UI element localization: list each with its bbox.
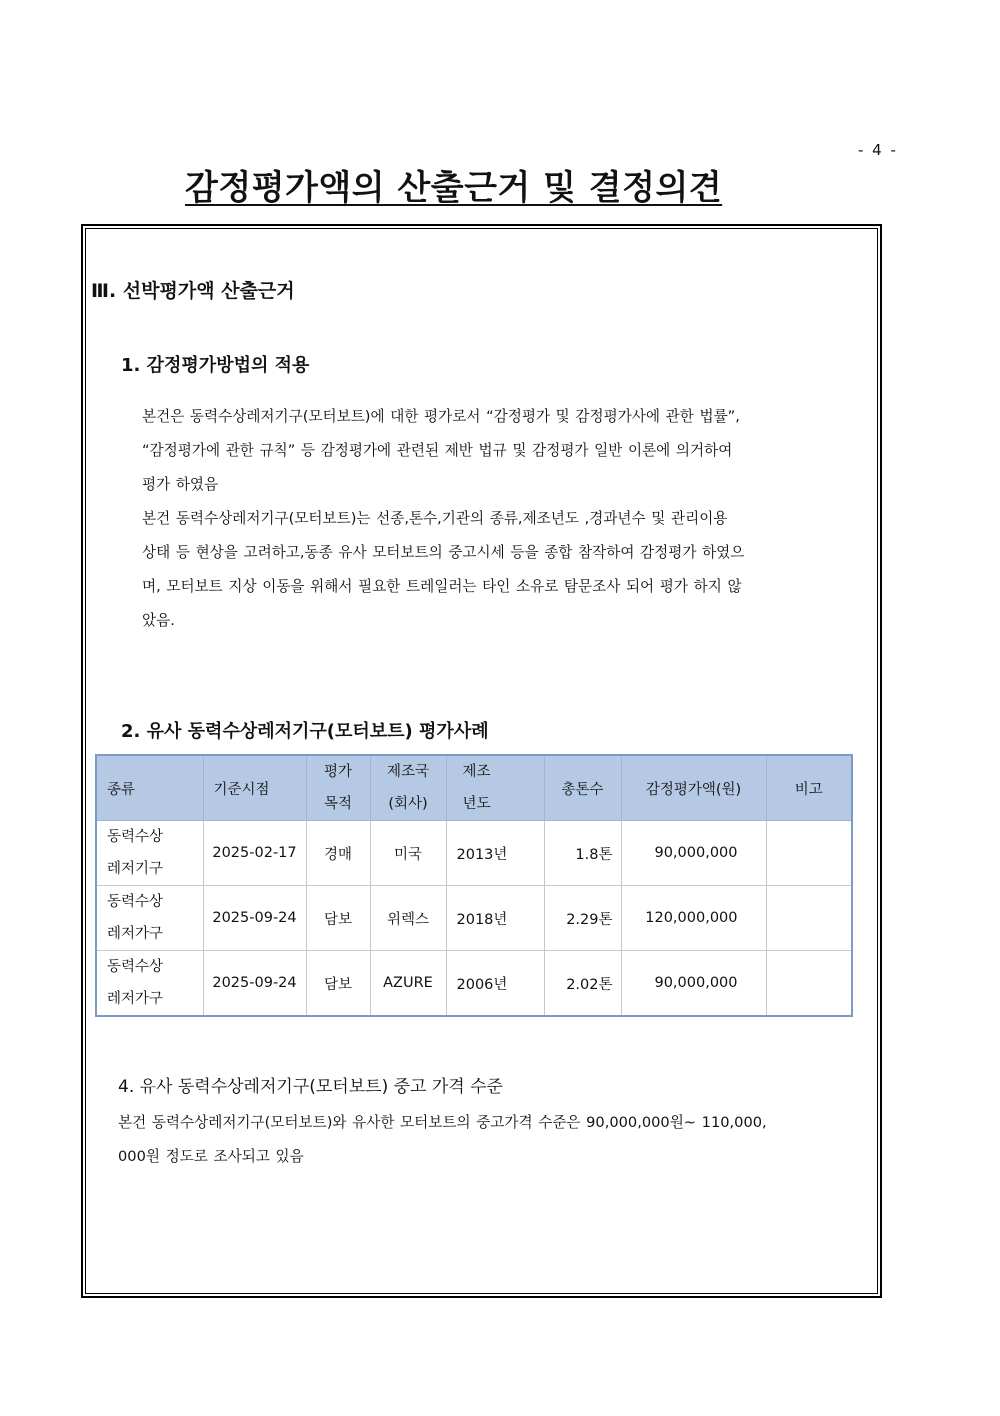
cell-maker: AZURE xyxy=(370,951,446,1017)
cell-value: 90,000,000 xyxy=(621,951,766,1017)
cell-type: 동력수상 레저가구 xyxy=(96,886,203,951)
cell-note xyxy=(766,821,852,886)
cell-tonnage: 1.8톤 xyxy=(544,821,621,886)
section-1-heading: 1. 감정평가방법의 적용 xyxy=(121,355,310,376)
table-row xyxy=(96,821,852,886)
header-note: 비고 xyxy=(766,755,852,821)
header-year: 제조 년도 xyxy=(446,755,544,821)
cell-year: 2013년 xyxy=(446,821,544,886)
cell-year: 2006년 xyxy=(446,951,544,1017)
cell-type: 동력수상 레저가구 xyxy=(96,951,203,1017)
document-title: 감정평가액의 산출근거 및 결정의견 xyxy=(185,168,723,208)
paragraph-line: 본건 동력수상레저기구(모터보트)는 선종,톤수,기관의 종류,제조년도 ,경과년수 및 관리이용 xyxy=(142,510,728,527)
cell-value: 120,000,000 xyxy=(621,886,766,951)
header-tonnage: 총톤수 xyxy=(544,755,621,821)
paragraph-line: 000원 정도로 조사되고 있음 xyxy=(118,1148,304,1165)
section-heading-main: Ⅲ. 선박평가액 산출근거 xyxy=(91,280,295,302)
section-4-paragraph xyxy=(118,1106,767,1174)
cell-purpose: 담보 xyxy=(306,886,370,951)
page-number: - 4 - xyxy=(858,141,898,159)
header-value: 감정평가액(원) xyxy=(621,755,766,821)
section-4-heading: 4. 유사 동력수상레저기구(모터보트) 중고 가격 수준 xyxy=(118,1077,503,1097)
cell-purpose: 담보 xyxy=(306,951,370,1017)
cell-type: 동력수상 레저기구 xyxy=(96,821,203,886)
cell-tonnage: 2.02톤 xyxy=(544,951,621,1017)
paragraph-line: 았음. xyxy=(142,612,175,629)
cell-value: 90,000,000 xyxy=(621,821,766,886)
paragraph-line: 상태 등 현상을 고려하고,동종 유사 모터보트의 중고시세 등을 종합 참작하여 감정평가 하였으 xyxy=(142,544,745,561)
appraisal-cases-table xyxy=(95,754,853,1017)
cell-date: 2025-09-24 xyxy=(203,886,306,951)
cell-tonnage: 2.29톤 xyxy=(544,886,621,951)
header-maker: 제조국 (회사) xyxy=(370,755,446,821)
cell-note xyxy=(766,886,852,951)
table-header-row xyxy=(96,755,852,821)
cell-date: 2025-02-17 xyxy=(203,821,306,886)
section-1-paragraph xyxy=(142,400,744,638)
paragraph-line: 본건 동력수상레저기구(모터보트)와 유사한 모터보트의 중고가격 수준은 90,000,000원~ 110,000, xyxy=(118,1114,767,1131)
paragraph-line: 본건은 동력수상레저기구(모터보트)에 대한 평가로서 “감정평가 및 감정평가사에 관한 법률”, xyxy=(142,408,740,425)
header-base-date: 기준시점 xyxy=(203,755,306,821)
header-purpose: 평가 목적 xyxy=(306,755,370,821)
table-row xyxy=(96,951,852,1017)
cell-purpose: 경매 xyxy=(306,821,370,886)
cell-date: 2025-09-24 xyxy=(203,951,306,1017)
paragraph-line: 평가 하였음 xyxy=(142,476,219,493)
cell-maker: 미국 xyxy=(370,821,446,886)
section-2-heading: 2. 유사 동력수상레저기구(모터보트) 평가사례 xyxy=(121,721,489,742)
paragraph-line: 며, 모터보트 지상 이동을 위해서 필요한 트레일러는 타인 소유로 탐문조사 되어 평가 하지 않 xyxy=(142,578,742,595)
paragraph-line: “감정평가에 관한 규칙” 등 감정평가에 관련된 제반 법규 및 감정평가 일반 이론에 의거하여 xyxy=(142,442,733,459)
cell-note xyxy=(766,951,852,1017)
table-row xyxy=(96,886,852,951)
header-type: 종류 xyxy=(96,755,203,821)
cell-year: 2018년 xyxy=(446,886,544,951)
cell-maker: 위렉스 xyxy=(370,886,446,951)
